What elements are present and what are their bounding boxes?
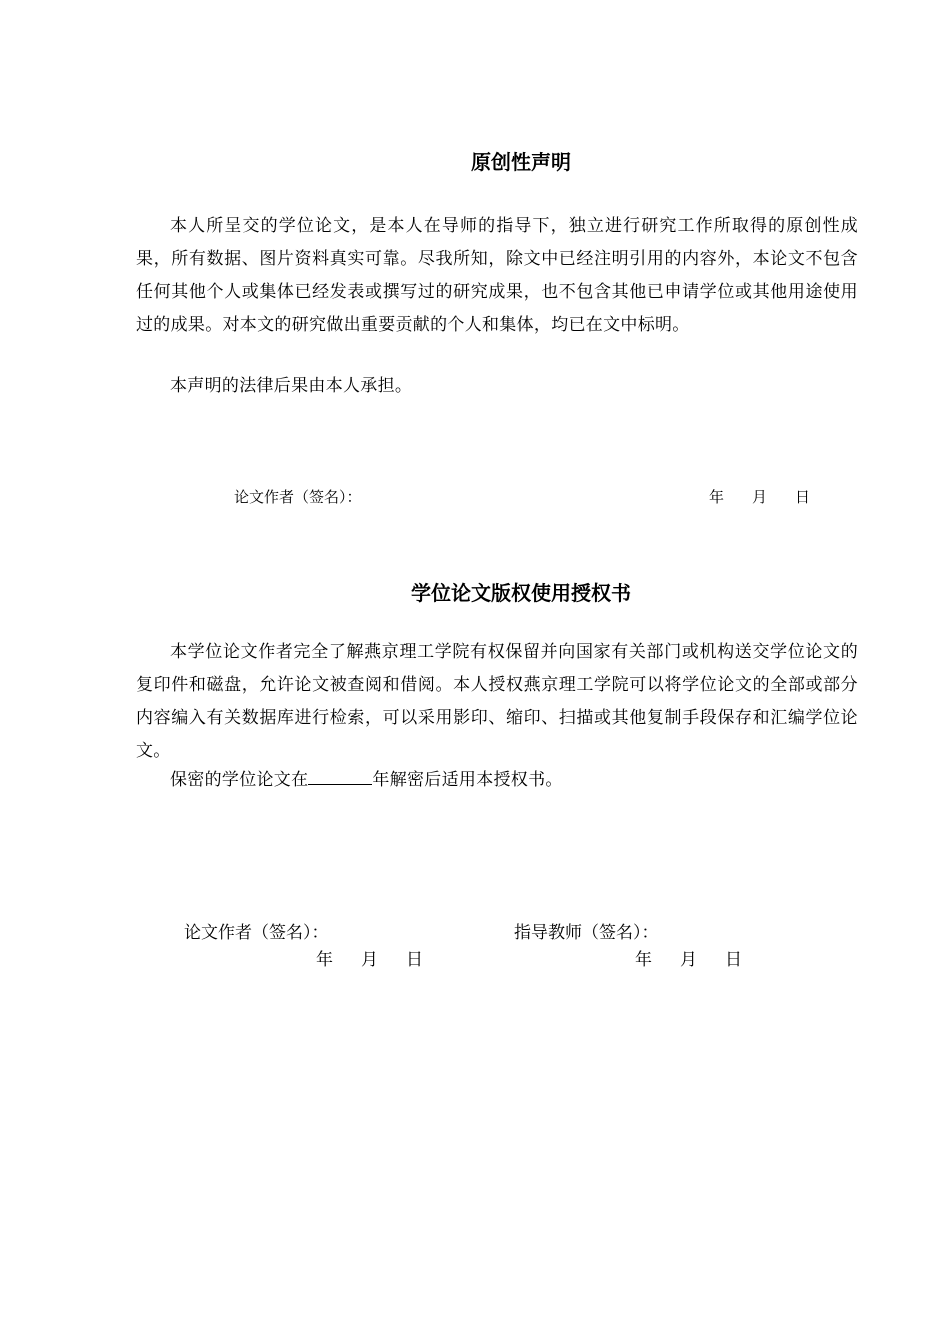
confidential-paragraph xyxy=(136,764,858,797)
authorization-author-signature-label: 论文作者（签名）： xyxy=(184,923,329,943)
date-day-label: 日 xyxy=(406,950,423,970)
authorization-title: 学位论文版权使用授权书 xyxy=(411,581,631,605)
years-blank-line xyxy=(308,768,372,785)
declaration-paragraph: 本人所呈交的学位论文，是本人在导师的指导下，独立进行研究工作所取得的原创性成果，所有数据、图片资料真实可靠。尽我所知，除文中已经注明引用的内容外，本论文不包含任何其他个人或集体已经发表或撰写过的研究成果，也不包含其他已申请学位或其他用途使用过的成果。对本文的研究做出重要贡献的个人和集体，均已在文中标明。 xyxy=(136,216,858,335)
date-year-label: 年 xyxy=(635,950,652,970)
confidential-text-before: 保密的学位论文在 xyxy=(170,770,309,790)
date-day-label: 日 xyxy=(795,488,811,506)
authorization-author-date xyxy=(316,950,423,970)
date-year-label: 年 xyxy=(316,950,333,970)
confidential-text-after: 年解密后适用本授权书。 xyxy=(372,770,563,790)
authorization-advisor-date xyxy=(635,950,742,970)
date-month-label: 月 xyxy=(752,488,768,506)
declaration-title: 原创性声明 xyxy=(471,150,571,174)
authorization-paragraph: 本学位论文作者完全了解燕京理工学院有权保留并向国家有关部门或机构送交学位论文的复印件和磁盘，允许论文被查阅和借阅。本人授权燕京理工学院可以将学位论文的全部或部分内容编入有关数据库进行检索，可以采用影印、缩印、扫描或其他复制手段保存和汇编学位论文。 xyxy=(136,642,858,761)
authorization-advisor-signature-label: 指导教师（签名）： xyxy=(514,923,659,943)
declaration-liability-paragraph: 本声明的法律后果由本人承担。 xyxy=(170,376,413,396)
declaration-author-signature-label: 论文作者（签名）： xyxy=(234,488,362,506)
date-year-label: 年 xyxy=(709,488,725,506)
declaration-date xyxy=(709,487,810,507)
date-month-label: 月 xyxy=(361,950,378,970)
date-month-label: 月 xyxy=(680,950,697,970)
date-day-label: 日 xyxy=(725,950,742,970)
